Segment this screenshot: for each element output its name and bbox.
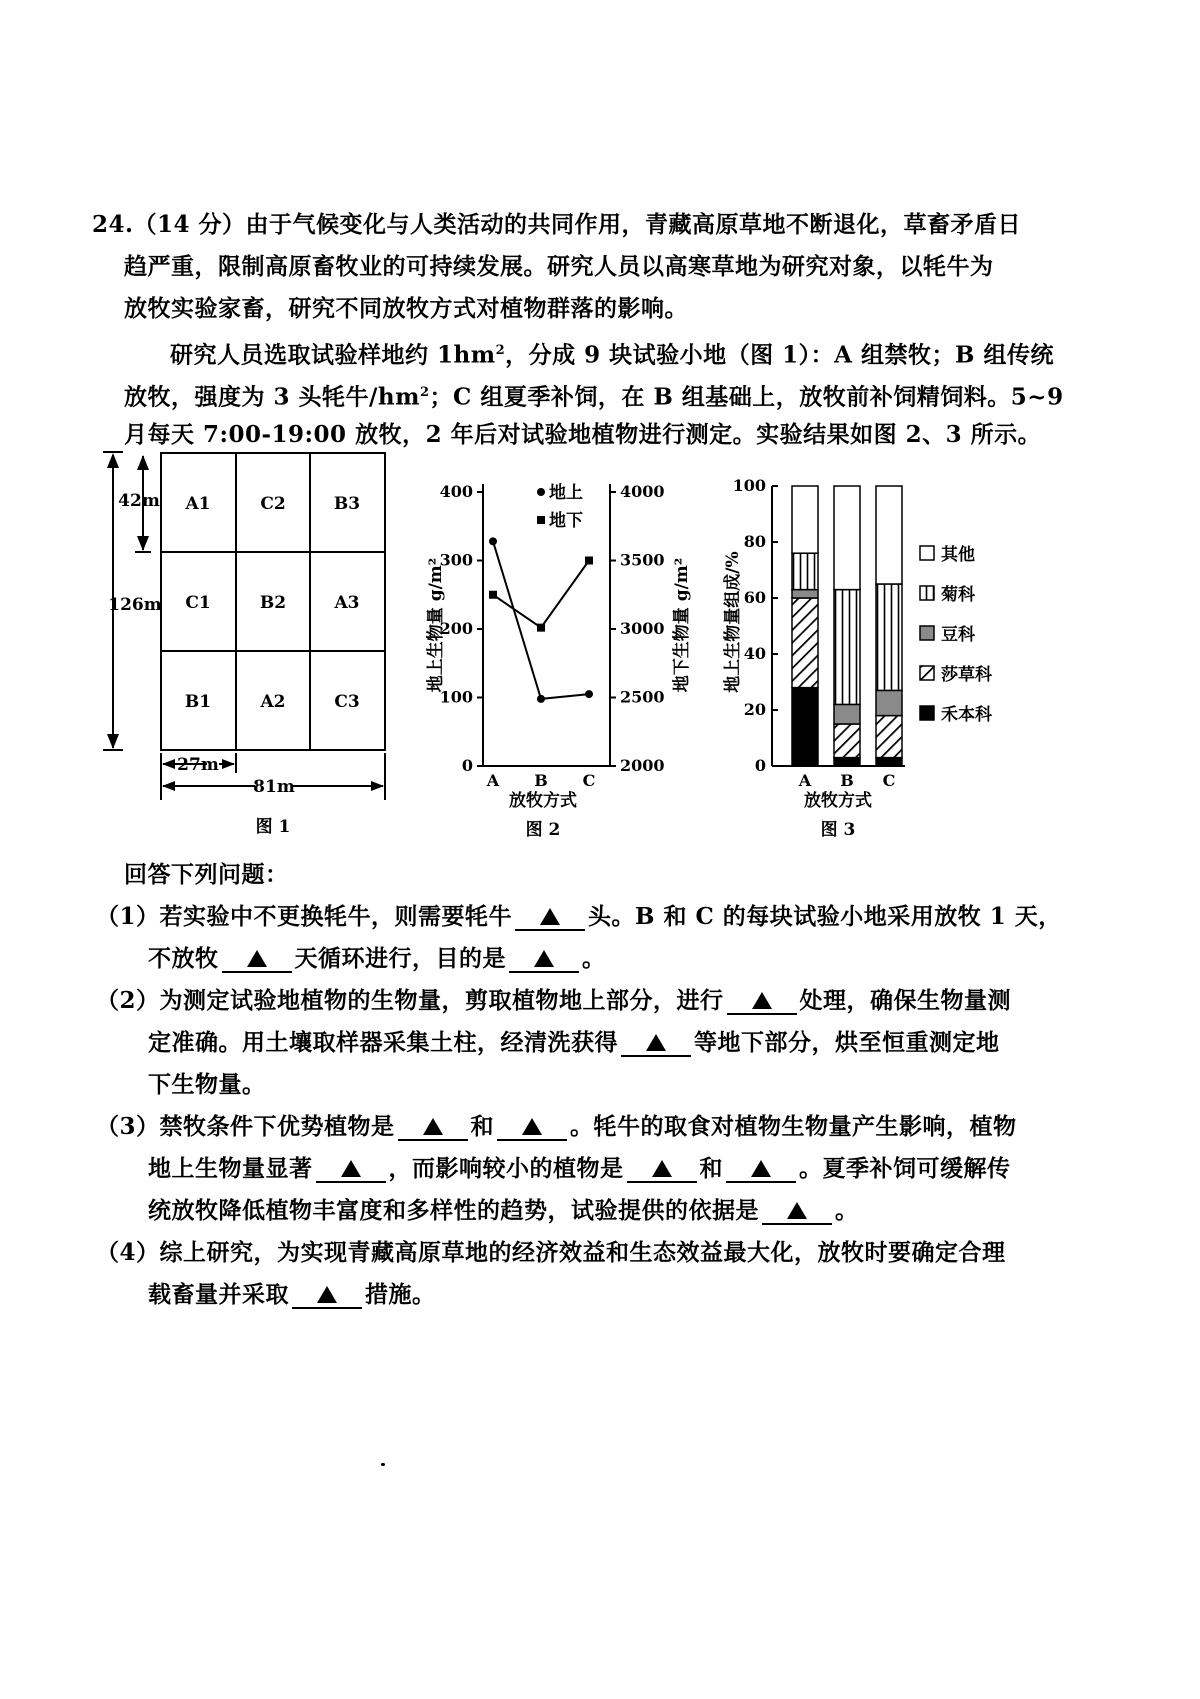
answer-blank[interactable]	[222, 947, 292, 973]
figure-1-plot-layout	[95, 448, 395, 848]
q3-text-e: ，而影响较小的植物是	[388, 1155, 624, 1182]
bar-segment-c	[876, 716, 902, 758]
blank-marker-icon	[534, 950, 554, 967]
intro-line-5b: ；C 组夏季补饲，在 B 组基础上，放牧前补饲精饲料。5~9	[429, 383, 1064, 411]
answer-blank[interactable]	[727, 989, 797, 1015]
intro-line-5	[124, 378, 1064, 413]
figure-3-stacked-bar-chart	[720, 472, 1115, 852]
legend-label: 豆科	[941, 625, 975, 645]
cell-width-label: 27m	[177, 755, 219, 775]
intro-line-2: 趋严重，限制高原畜牧业的可持续发展。研究人员以高寒草地为研究对象，以牦牛为	[124, 253, 994, 280]
category-label: A	[798, 771, 812, 790]
plot-label-a3: A3	[334, 593, 360, 613]
total-width-label: 81m	[253, 777, 295, 797]
q1-text-d: 天循环进行，目的是	[294, 945, 506, 972]
figure-2-xlabel: 放牧方式	[509, 791, 577, 811]
blank-marker-icon	[423, 1118, 443, 1135]
y-tick-label: 100	[732, 476, 766, 495]
left-tick-label: 300	[439, 550, 473, 570]
left-tick-label: 0	[461, 756, 473, 775]
q2-text-d: 等地下部分，烘至恒重测定地	[694, 1029, 1000, 1056]
category-label: C	[582, 771, 596, 790]
q3-text-i: 。	[835, 1197, 859, 1224]
right-tick-label: 3000	[620, 619, 665, 638]
answer-blank[interactable]	[316, 1157, 386, 1183]
blank-marker-icon	[317, 1286, 337, 1303]
q2-text-a: （2）为测定试验地植物的生物量，剪取植物地上部分，进行	[96, 987, 724, 1014]
total-height-label: 126m	[108, 595, 162, 615]
cell-height-label: 42m	[118, 491, 160, 511]
legend-swatch	[920, 666, 934, 680]
right-axis-title: 地下生物量 g/m²	[672, 557, 692, 693]
y-tick-label: 60	[743, 588, 766, 607]
blank-marker-icon	[652, 1160, 672, 1177]
answer-blank[interactable]	[398, 1115, 468, 1141]
legend-below-marker	[537, 516, 545, 524]
stray-mark	[381, 1463, 385, 1466]
point-above	[585, 690, 593, 698]
blank-marker-icon	[522, 1118, 542, 1135]
question-1-line-2	[148, 944, 606, 974]
figure-3-xlabel: 放牧方式	[804, 791, 872, 811]
blank-marker-icon	[341, 1160, 361, 1177]
figure-3-caption: 图 3	[820, 820, 856, 840]
q2-text-c: 定准确。用土壤取样器采集土柱，经清洗获得	[148, 1029, 618, 1056]
question-1-line-1	[96, 902, 1062, 932]
bar-segment-c	[876, 486, 902, 584]
legend-swatch	[920, 706, 934, 720]
plot-label-c3: C3	[334, 692, 360, 712]
q1-text-c: 不放牧	[148, 945, 219, 972]
bar-segment-b	[834, 704, 860, 724]
answer-blank[interactable]	[621, 1031, 691, 1057]
point-above	[489, 537, 497, 545]
legend-label: 禾本科	[941, 705, 992, 725]
y-tick-label: 20	[743, 700, 766, 719]
right-tick-label: 3500	[620, 550, 665, 570]
bar-segment-b	[834, 758, 860, 766]
answer-blank[interactable]	[726, 1157, 796, 1183]
q3-text-g: 。夏季补饲可缓解传	[799, 1155, 1011, 1182]
right-tick-label: 2500	[620, 687, 665, 707]
category-label: B	[840, 771, 854, 790]
y-tick-label: 80	[743, 532, 766, 551]
question-2-line-2	[148, 1028, 1000, 1058]
intro-line-4	[170, 336, 1054, 371]
intro-line-3: 放牧实验家畜，研究不同放牧方式对植物群落的影响。	[124, 295, 688, 322]
plot-label-b3: B3	[333, 494, 361, 514]
q3-text-h: 统放牧降低植物丰富度和多样性的趋势，试验提供的依据是	[148, 1197, 759, 1224]
answer-blank[interactable]	[497, 1115, 567, 1141]
intro-line-6: 月每天 7:00-19:00 放牧，2 年后对试验地植物进行测定。实验结果如图 2、3 所示。	[124, 421, 1042, 448]
plot-label-c2: C2	[260, 494, 286, 514]
question-4-line-2	[148, 1280, 436, 1310]
legend-swatch	[920, 546, 934, 560]
q1-text-e: 。	[582, 945, 606, 972]
q4-text-c: 措施。	[365, 1281, 436, 1308]
intro-line-1: 24.（14 分）由于气候变化与人类活动的共同作用，青藏高原草地不断退化，草畜矛盾日	[92, 211, 1022, 238]
question-2-line-3: 下生物量。	[148, 1071, 266, 1098]
legend-label: 莎草科	[941, 665, 992, 685]
answer-blank[interactable]	[627, 1157, 697, 1183]
unit-superscript: 2	[495, 343, 506, 358]
legend-swatch	[920, 586, 934, 600]
figure-3-ylabel: 地上生物量组成/%	[723, 551, 743, 693]
series-line-above	[493, 541, 589, 699]
bar-segment-c	[876, 690, 902, 715]
blank-marker-icon	[247, 950, 267, 967]
blank-marker-icon	[752, 992, 772, 1009]
figure-1-caption: 图 1	[255, 817, 291, 837]
plot-label-b1: B1	[184, 692, 212, 712]
point-below	[489, 591, 497, 599]
question-3-line-1	[96, 1112, 1017, 1142]
blank-marker-icon	[787, 1202, 807, 1219]
plot-label-c1: C1	[185, 593, 211, 613]
left-tick-label: 200	[439, 619, 473, 638]
blank-marker-icon	[540, 908, 560, 925]
legend-label: 菊科	[941, 585, 975, 605]
bar-segment-b	[834, 486, 860, 590]
q3-text-f: 和	[699, 1155, 723, 1182]
point-above	[537, 695, 545, 703]
questions-heading: 回答下列问题：	[124, 861, 289, 888]
bar-segment-c	[876, 584, 902, 690]
answer-blank[interactable]	[515, 905, 585, 931]
unit-superscript: 2	[419, 385, 430, 400]
q3-text-c: 。牦牛的取食对植物生物量产生影响，植物	[570, 1113, 1017, 1140]
question-3-line-2	[148, 1154, 1011, 1184]
q3-text-d: 地上生物量显著	[148, 1155, 313, 1182]
bar-segment-a	[792, 553, 818, 589]
bar-segment-b	[834, 724, 860, 758]
plot-label-a2: A2	[260, 692, 286, 712]
left-axis-title: 地上生物量 g/m²	[426, 557, 446, 693]
blank-marker-icon	[751, 1160, 771, 1177]
blank-marker-icon	[646, 1034, 666, 1051]
figure-2-caption: 图 2	[525, 820, 561, 840]
category-label: B	[534, 771, 548, 790]
right-tick-label: 4000	[620, 482, 665, 501]
bar-segment-a	[792, 486, 818, 553]
answer-blank[interactable]	[292, 1283, 362, 1309]
legend-above-marker	[537, 488, 545, 496]
bar-segment-a	[792, 688, 818, 766]
question-3-line-3	[148, 1196, 859, 1226]
bar-segment-b	[834, 590, 860, 705]
plot-label-a1: A1	[185, 494, 211, 514]
bar-segment-c	[876, 758, 902, 766]
figure-2-line-chart	[425, 472, 715, 852]
category-label: A	[486, 771, 500, 790]
point-below	[585, 557, 593, 565]
q1-text-a: （1）若实验中不更换牦牛，则需要牦牛	[96, 903, 513, 930]
right-tick-label: 2000	[620, 756, 665, 775]
answer-blank[interactable]	[762, 1199, 832, 1225]
q3-text-b: 和	[470, 1113, 495, 1140]
legend-label: 其他	[941, 545, 975, 565]
point-below	[537, 624, 545, 632]
q4-text-b: 载畜量并采取	[148, 1281, 289, 1308]
answer-blank[interactable]	[509, 947, 579, 973]
category-label: C	[882, 771, 896, 790]
y-tick-label: 0	[754, 756, 766, 775]
bar-segment-a	[792, 598, 818, 688]
q1-text-b: 头。B 和 C 的每块试验小地采用放牧 1 天，	[588, 903, 1062, 930]
q3-text-a: （3）禁牧条件下优势植物是	[96, 1113, 395, 1140]
bar-segment-a	[792, 590, 818, 598]
series-line-below	[493, 561, 589, 628]
left-tick-label: 400	[439, 482, 473, 501]
intro-line-5a: 放牧，强度为 3 头牦牛/hm	[124, 383, 420, 411]
legend-above-label: 地上	[549, 483, 583, 503]
y-tick-label: 40	[743, 644, 766, 663]
left-tick-label: 100	[439, 687, 473, 707]
question-2-line-1	[96, 986, 1011, 1016]
question-4-line-1: （4）综上研究，为实现青藏高原草地的经济效益和生态效益最大化，放牧时要确定合理	[96, 1239, 1006, 1266]
legend-swatch	[920, 626, 934, 640]
plot-label-b2: B2	[259, 593, 287, 613]
q2-text-b: 处理，确保生物量测	[799, 987, 1012, 1014]
intro-line-4a: 研究人员选取试验样地约 1hm	[170, 341, 496, 369]
legend-below-label: 地下	[549, 511, 583, 531]
intro-line-4b: ，分成 9 块试验小地（图 1）：A 组禁牧；B 组传统	[505, 341, 1054, 369]
